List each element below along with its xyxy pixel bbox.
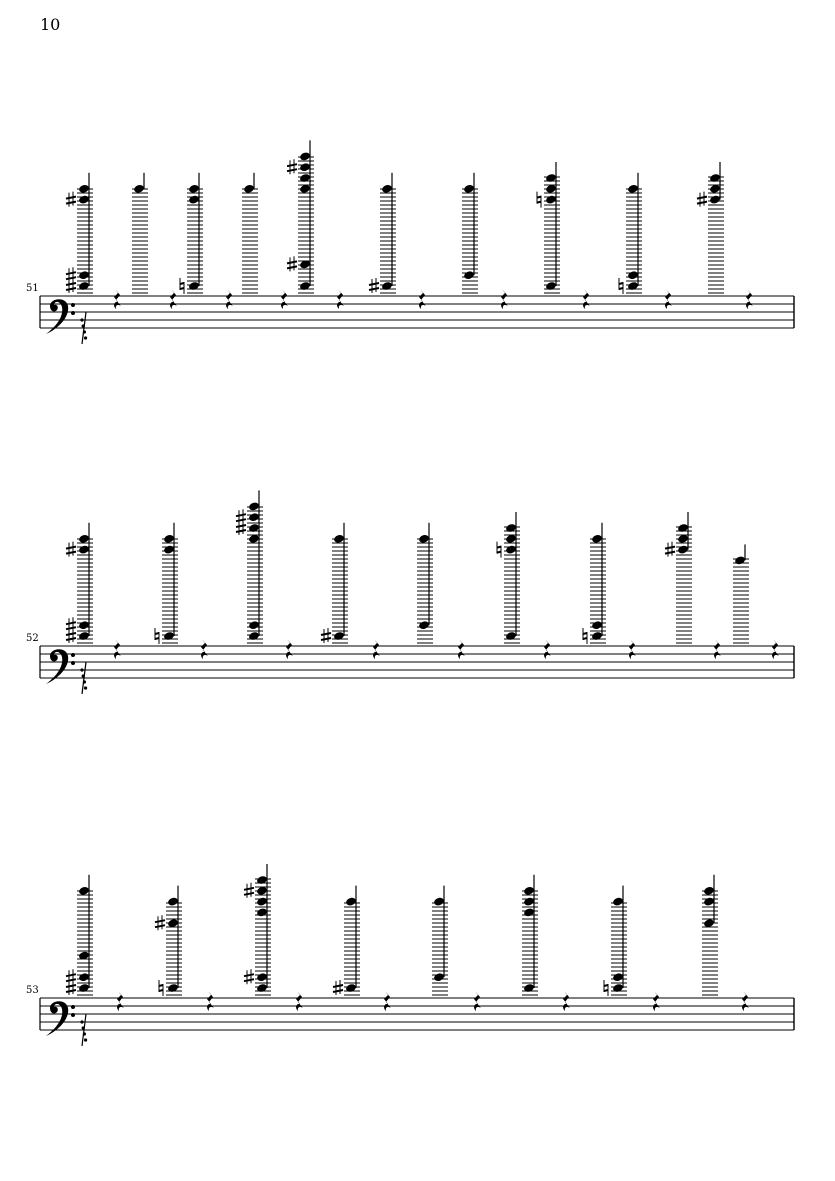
natural-line: [583, 633, 587, 634]
notehead: [734, 555, 746, 565]
natural-line: [497, 552, 501, 553]
quarter-rest-icon: [772, 639, 779, 659]
chord: [432, 886, 448, 995]
chord: [522, 875, 538, 995]
rest-shape: [373, 639, 380, 659]
notehead: [163, 534, 175, 544]
natural-icon: [497, 542, 501, 558]
sharp-line: [66, 985, 76, 987]
sharp-icon: [665, 542, 675, 557]
measure-number: 51: [26, 283, 39, 294]
sharp-icon: [369, 278, 379, 293]
notehead: [248, 523, 260, 533]
notehead: [163, 545, 175, 555]
sharp-icon: [66, 617, 76, 632]
sharp-line: [244, 888, 254, 890]
natural-line: [604, 985, 608, 986]
rest-shape: [501, 289, 508, 309]
sharp-line: [155, 920, 165, 922]
rest-shape: [458, 639, 465, 659]
notehead: [505, 523, 517, 533]
notehead: [256, 972, 268, 982]
tremolo-dot: [83, 330, 86, 333]
tremolo-dot: [82, 1026, 85, 1029]
notehead: [463, 270, 475, 280]
natural-icon: [537, 192, 541, 208]
quarter-rest-icon: [714, 639, 721, 659]
notehead: [333, 534, 345, 544]
notehead: [703, 886, 715, 896]
notehead: [188, 281, 200, 291]
chord: [497, 512, 520, 643]
tremolo-dot: [80, 318, 83, 321]
natural-line: [155, 633, 159, 634]
quarter-rest-icon: [281, 289, 288, 309]
rest-shape: [665, 289, 672, 309]
rest-shape: [419, 289, 426, 309]
notehead: [333, 631, 345, 641]
rest-shape: [226, 289, 233, 309]
chord: [369, 173, 396, 293]
chord: [66, 875, 93, 995]
tremolo-dot: [84, 686, 87, 689]
sharp-line: [66, 627, 76, 629]
sharp-icon: [66, 192, 76, 207]
chord: [702, 875, 718, 995]
sharp-line: [66, 202, 76, 204]
notehead: [256, 875, 268, 885]
quarter-rest-icon: [665, 289, 672, 309]
sharp-line: [155, 925, 165, 927]
quarter-rest-icon: [170, 289, 177, 309]
measure-number: 53: [26, 985, 39, 996]
chord: [321, 523, 348, 643]
sharp-line: [244, 893, 254, 895]
rest-shape: [286, 639, 293, 659]
notehead: [78, 631, 90, 641]
chord: [155, 886, 182, 996]
tremolo-dot: [80, 1020, 83, 1023]
sharp-line: [321, 633, 331, 635]
chord: [462, 173, 478, 293]
natural-icon: [159, 980, 163, 996]
rest-shape: [281, 289, 288, 309]
quarter-rest-icon: [286, 639, 293, 659]
sharp-icon: [66, 980, 76, 995]
sharp-icon: [321, 628, 331, 643]
clef-dot: [71, 653, 75, 657]
chord: [132, 173, 148, 293]
chord: [537, 162, 560, 293]
notehead: [591, 631, 603, 641]
sharp-line: [321, 638, 331, 640]
notehead: [627, 184, 639, 194]
notehead: [591, 534, 603, 544]
notehead: [612, 897, 624, 907]
clef-dot: [71, 661, 75, 665]
chord: [417, 523, 433, 643]
notehead: [78, 620, 90, 630]
sharp-icon: [244, 883, 254, 898]
natural-line: [537, 197, 541, 198]
chord: [244, 864, 271, 995]
chord: [66, 523, 93, 643]
quarter-rest-icon: [458, 639, 465, 659]
notehead: [78, 270, 90, 280]
staff-system-52: [40, 490, 794, 694]
notehead: [709, 173, 721, 183]
tremolo-dot: [84, 1038, 87, 1041]
sharp-line: [697, 202, 707, 204]
notehead: [677, 545, 689, 555]
notehead: [256, 983, 268, 993]
rest-shape: [114, 639, 121, 659]
natural-line: [497, 547, 501, 548]
sharp-icon: [333, 980, 343, 995]
sharp-line: [66, 283, 76, 285]
notehead: [433, 972, 445, 982]
quarter-rest-icon: [746, 289, 753, 309]
notehead: [345, 897, 357, 907]
natural-line: [604, 990, 608, 991]
notehead: [523, 983, 535, 993]
quarter-rest-icon: [296, 991, 303, 1011]
sharp-line: [369, 283, 379, 285]
natural-line: [155, 638, 159, 639]
quarter-rest-icon: [384, 991, 391, 1011]
notehead: [243, 184, 255, 194]
chord: [155, 523, 178, 644]
rest-shape: [629, 639, 636, 659]
notehead: [78, 545, 90, 555]
natural-icon: [583, 628, 587, 644]
sharp-line: [287, 164, 297, 166]
quarter-rest-icon: [337, 289, 344, 309]
tremolo-dot: [84, 336, 87, 339]
sharp-icon: [287, 256, 297, 271]
sharp-line: [244, 979, 254, 981]
notehead: [163, 631, 175, 641]
notehead: [627, 281, 639, 291]
rest-shape: [772, 639, 779, 659]
sharp-line: [66, 277, 76, 279]
chord: [583, 523, 606, 644]
notehead: [248, 512, 260, 522]
sharp-icon: [155, 915, 165, 930]
chord: [180, 173, 203, 294]
tremolo-dot: [82, 674, 85, 677]
sharp-line: [66, 974, 76, 976]
chord: [287, 140, 314, 293]
notehead: [78, 281, 90, 291]
notehead: [545, 281, 557, 291]
chord: [619, 173, 642, 294]
sharp-line: [236, 514, 246, 516]
rest-shape: [714, 639, 721, 659]
sharp-line: [333, 990, 343, 992]
chord: [604, 886, 627, 996]
natural-line: [537, 202, 541, 203]
sharp-line: [287, 169, 297, 171]
quarter-rest-icon: [742, 991, 749, 1011]
notehead: [248, 620, 260, 630]
notehead: [505, 545, 517, 555]
sharp-line: [66, 633, 76, 635]
notehead: [523, 886, 535, 896]
chord: [665, 512, 692, 643]
notehead: [433, 897, 445, 907]
quarter-rest-icon: [629, 639, 636, 659]
quarter-rest-icon: [544, 639, 551, 659]
sharp-line: [66, 622, 76, 624]
rest-shape: [337, 289, 344, 309]
sharp-line: [66, 197, 76, 199]
rest-shape: [474, 991, 481, 1011]
notehead: [188, 184, 200, 194]
natural-line: [619, 283, 623, 284]
quarter-rest-icon: [653, 991, 660, 1011]
sharp-line: [697, 197, 707, 199]
sharp-line: [236, 525, 246, 527]
tremolo-dot: [80, 668, 83, 671]
sharp-icon: [287, 159, 297, 174]
notehead: [188, 195, 200, 205]
clef-dot: [71, 311, 75, 315]
rest-shape: [384, 991, 391, 1011]
notehead: [627, 270, 639, 280]
notehead: [709, 195, 721, 205]
notehead: [612, 972, 624, 982]
natural-icon: [604, 980, 608, 996]
clef-dot: [71, 303, 75, 307]
clef-dot: [71, 1005, 75, 1009]
rest-shape: [117, 991, 124, 1011]
tremolo-dot: [83, 1032, 86, 1035]
notehead: [381, 281, 393, 291]
notehead: [167, 897, 179, 907]
sharp-line: [236, 519, 246, 521]
natural-icon: [180, 278, 184, 294]
quarter-rest-icon: [563, 991, 570, 1011]
sharp-line: [66, 547, 76, 549]
chord: [236, 490, 263, 643]
sharp-line: [665, 552, 675, 554]
staff-system-51: [40, 140, 794, 344]
sharp-icon: [236, 520, 246, 535]
sharp-line: [333, 985, 343, 987]
sharp-line: [66, 272, 76, 274]
notehead: [248, 631, 260, 641]
rest-shape: [170, 289, 177, 309]
natural-line: [180, 288, 184, 289]
notehead: [505, 631, 517, 641]
chord: [66, 173, 93, 293]
quarter-rest-icon: [117, 991, 124, 1011]
notehead: [703, 897, 715, 907]
quarter-rest-icon: [114, 289, 121, 309]
sharp-line: [665, 547, 675, 549]
notehead: [463, 184, 475, 194]
sharp-icon: [66, 278, 76, 293]
rest-shape: [114, 289, 121, 309]
notehead: [78, 534, 90, 544]
rest-shape: [201, 639, 208, 659]
sharp-line: [66, 288, 76, 290]
rest-shape: [544, 639, 551, 659]
sharp-icon: [66, 969, 76, 984]
notehead: [345, 983, 357, 993]
quarter-rest-icon: [226, 289, 233, 309]
rest-shape: [742, 991, 749, 1011]
sharp-line: [287, 266, 297, 268]
notehead: [78, 184, 90, 194]
chord: [242, 173, 258, 293]
rest-shape: [746, 289, 753, 309]
notehead: [167, 983, 179, 993]
notehead: [523, 907, 535, 917]
notehead: [78, 983, 90, 993]
sharp-line: [369, 288, 379, 290]
quarter-rest-icon: [207, 991, 214, 1011]
notehead: [133, 184, 145, 194]
notehead: [299, 151, 311, 161]
rest-shape: [583, 289, 590, 309]
notehead: [677, 523, 689, 533]
notehead: [612, 983, 624, 993]
sharp-icon: [236, 509, 246, 524]
page-number: 10: [40, 15, 61, 34]
sharp-icon: [697, 192, 707, 207]
notehead: [248, 501, 260, 511]
tremolo-dot: [83, 680, 86, 683]
quarter-rest-icon: [201, 639, 208, 659]
rest-shape: [653, 991, 660, 1011]
notehead: [78, 972, 90, 982]
sharp-line: [66, 638, 76, 640]
natural-icon: [155, 628, 159, 644]
sharp-line: [244, 974, 254, 976]
notehead: [78, 195, 90, 205]
notehead: [418, 534, 430, 544]
natural-icon: [619, 278, 623, 294]
notehead: [545, 195, 557, 205]
notehead: [418, 620, 430, 630]
natural-line: [583, 638, 587, 639]
notehead: [523, 897, 535, 907]
measure-number: 52: [26, 633, 39, 644]
notehead: [256, 897, 268, 907]
natural-line: [159, 990, 163, 991]
notehead: [381, 184, 393, 194]
sharp-icon: [244, 969, 254, 984]
chord: [333, 886, 360, 995]
quarter-rest-icon: [583, 289, 590, 309]
chord: [697, 162, 724, 293]
notehead: [591, 620, 603, 630]
chord: [733, 544, 749, 643]
sharp-icon: [66, 542, 76, 557]
quarter-rest-icon: [419, 289, 426, 309]
sharp-line: [66, 979, 76, 981]
quarter-rest-icon: [474, 991, 481, 1011]
notehead: [299, 162, 311, 172]
quarter-rest-icon: [501, 289, 508, 309]
notehead: [545, 173, 557, 183]
staff-system-53: [40, 864, 794, 1046]
natural-line: [619, 288, 623, 289]
quarter-rest-icon: [114, 639, 121, 659]
notehead: [256, 907, 268, 917]
sharp-line: [236, 530, 246, 532]
sharp-line: [66, 990, 76, 992]
sharp-icon: [66, 628, 76, 643]
tremolo-dot: [82, 324, 85, 327]
sharp-line: [66, 552, 76, 554]
rest-shape: [563, 991, 570, 1011]
natural-line: [159, 985, 163, 986]
notehead: [78, 886, 90, 896]
clef-dot: [71, 1013, 75, 1017]
rest-shape: [296, 991, 303, 1011]
notehead: [299, 173, 311, 183]
notehead: [299, 281, 311, 291]
quarter-rest-icon: [373, 639, 380, 659]
natural-line: [180, 283, 184, 284]
sharp-icon: [66, 267, 76, 282]
rest-shape: [207, 991, 214, 1011]
sharp-line: [287, 261, 297, 263]
